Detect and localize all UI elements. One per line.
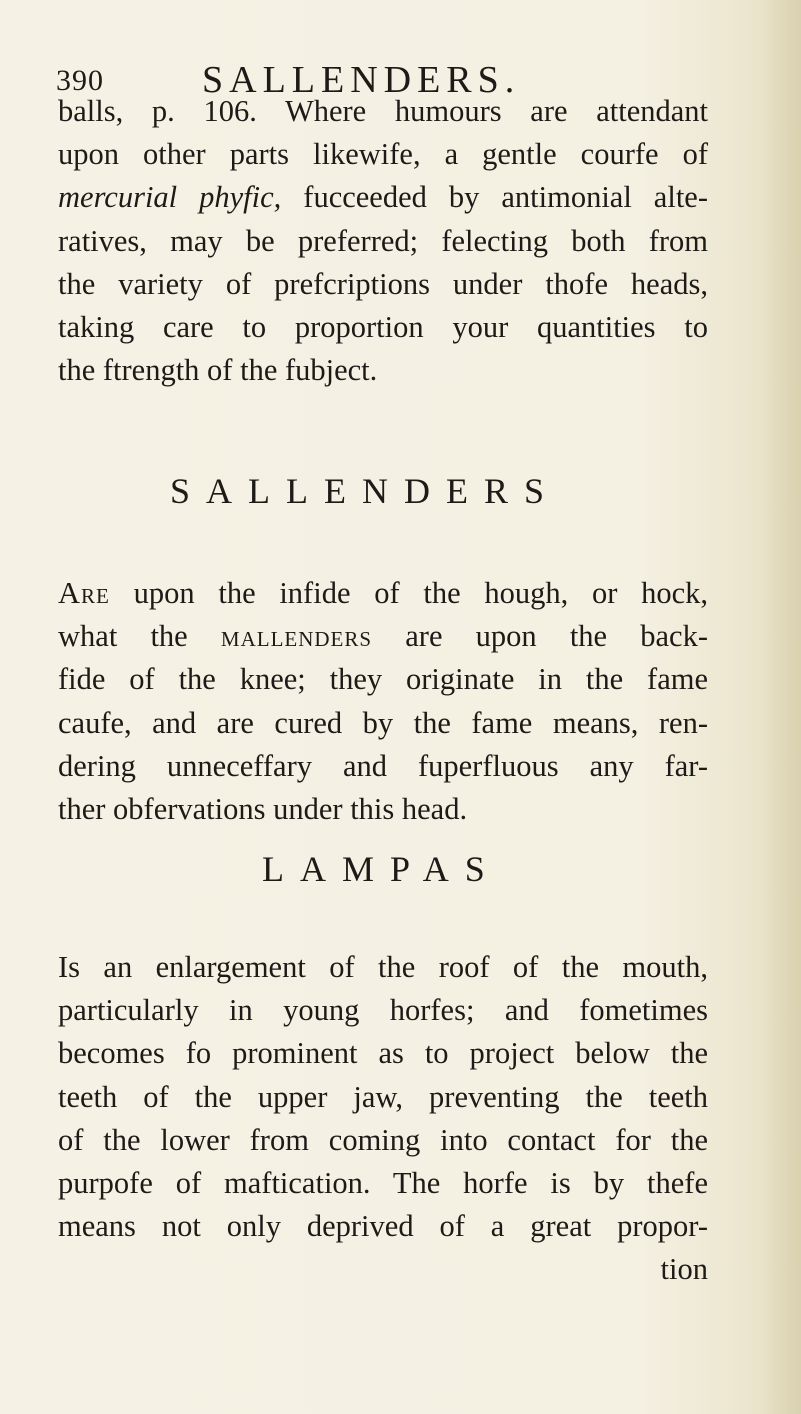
catchword: tion [660,1252,708,1287]
text-line [58,615,708,658]
section-heading-sallenders: SALLENDERS [170,471,561,511]
lead-word: Are [58,576,110,610]
text-line: ther obfervations under this head. [58,792,468,827]
text-line: upon other parts likewife, a gentle courfe of [58,137,708,172]
page-edge-shadow [761,0,801,1414]
text-line: the variety of prefcriptions under thofe heads, [58,266,708,301]
text-line: balls, p. 106. Where humours are attendant [58,94,708,128]
text-line: of the lower from coming into contact for the [58,1122,708,1157]
paragraph-sallenders [58,572,708,831]
paragraph-continuation [58,90,708,392]
text-fragment: are upon the back- [372,619,708,654]
text-line: taking care to proportion your quantities to [58,310,708,345]
smallcaps-term: mallenders [220,619,373,654]
text-line: the ftrength of the fubject. [58,353,378,388]
text-line: purpofe of maftication. The horfe is by thefe [58,1166,708,1201]
text-fragment: upon the infide of the hough, or hock, [109,576,708,610]
paragraph-lampas [58,946,708,1292]
text-line: Is an enlargement of the roof of the mouth, [58,950,708,984]
text-line: caufe, and are cured by the fame means, ren- [58,705,708,740]
running-head: SALLENDERS. [202,59,521,101]
text-line [58,176,708,219]
text-line: means not only deprived of a great propor- [58,1209,708,1244]
italic-phrase: mercurial phyfic, [58,180,282,215]
text-line: ratives, may be preferred; felecting both from [58,223,708,258]
section-heading-lampas: LAMPAS [262,849,501,889]
text-line: fide of the knee; they originate in the fame [58,662,708,697]
text-line [58,572,708,615]
text-fragment: what the [58,619,221,654]
text-line: particularly in young horfes; and fometimes [58,993,708,1028]
text-line: teeth of the upper jaw, preventing the teeth [58,1079,708,1114]
text-fragment: fucceeded by antimonial alte- [281,180,708,215]
text-line: becomes fo prominent as to project below the [58,1036,708,1071]
page-number: 390 [56,64,104,97]
text-line: dering unneceffary and fuperfluous any far- [58,748,708,783]
